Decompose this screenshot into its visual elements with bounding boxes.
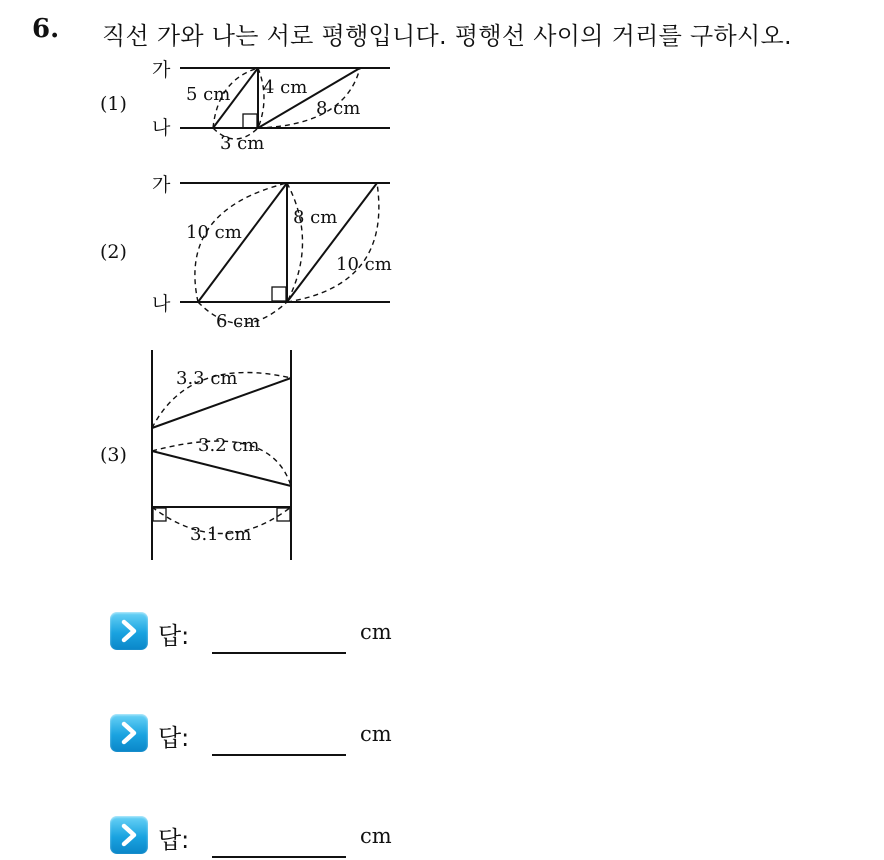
chevron-right-icon (110, 612, 148, 650)
figure-2-line-bottom-label: 나 (152, 293, 171, 315)
figure-2-length-8cm: 8 cm (293, 207, 338, 228)
figure-2-length-6cm: 6 cm (216, 311, 261, 332)
figure-1-length-3cm: 3 cm (220, 133, 265, 154)
figure-3-length-3-1cm: 3.1 cm (190, 524, 252, 545)
chevron-right-icon (110, 714, 148, 752)
answer-row-2 (110, 714, 410, 756)
figure-2-label: (2) (100, 241, 127, 263)
chevron-right-icon (110, 816, 148, 854)
figure-3-length-3-3cm: 3.3 cm (176, 368, 238, 389)
figure-2-length-10cm-left: 10 cm (186, 222, 242, 243)
figure-1-length-4cm: 4 cm (263, 77, 308, 98)
figure-2-length-10cm-right: 10 cm (336, 254, 392, 275)
answer-row-3 (110, 816, 410, 858)
figure-3-label: (3) (100, 444, 127, 466)
answer-unit: cm (360, 722, 392, 746)
question-text: 직선 가와 나는 서로 평행입니다. 평행선 사이의 거리를 구하시오. (102, 22, 792, 50)
figure-3 (100, 350, 291, 560)
answer-blank-3[interactable] (212, 856, 346, 858)
figure-3-length-3-2cm: 3.2 cm (198, 435, 260, 456)
figure-1 (100, 59, 390, 154)
answer-blank-2[interactable] (212, 754, 346, 756)
question-number: 6. (32, 14, 60, 44)
figure-2 (100, 174, 392, 332)
figure-1-length-8cm: 8 cm (316, 98, 361, 119)
figure-2-line-top-label: 가 (152, 174, 171, 196)
figure-1-length-5cm: 5 cm (186, 84, 231, 105)
figure-1-line-top-label: 가 (152, 59, 171, 81)
answer-label: 답: (158, 826, 190, 854)
answer-unit: cm (360, 824, 392, 848)
figure-1-line-bottom-label: 나 (152, 117, 171, 139)
answer-row-1 (110, 612, 410, 654)
answer-unit: cm (360, 620, 392, 644)
answer-blank-1[interactable] (212, 652, 346, 654)
answer-label: 답: (158, 724, 190, 752)
figure-1-label: (1) (100, 93, 127, 115)
answer-label: 답: (158, 622, 190, 650)
